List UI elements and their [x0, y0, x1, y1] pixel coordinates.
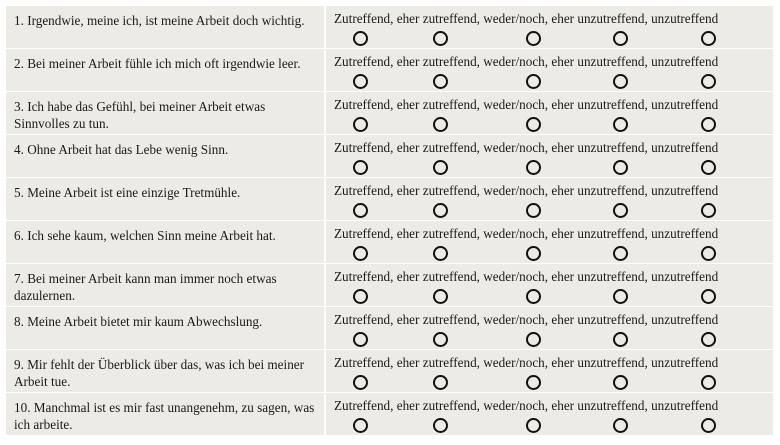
question-row — [6, 178, 773, 221]
radio-weder-noch[interactable] — [526, 74, 541, 89]
radio-zutreffend[interactable] — [353, 117, 368, 132]
radio-group — [326, 70, 773, 90]
radio-zutreffend[interactable] — [353, 74, 368, 89]
question-text: 2. Bei meiner Arbeit fühle ich mich oft irgendwie leer. — [14, 56, 301, 71]
scale-label: Zutreffend, eher zutreffend, weder/noch, eher unzutreffend, unzutreffend — [334, 312, 719, 327]
radio-weder-noch[interactable] — [526, 117, 541, 132]
scale-label: Zutreffend, eher zutreffend, weder/noch, eher unzutreffend, unzutreffend — [334, 269, 719, 284]
answer-cell — [324, 6, 773, 48]
radio-weder-noch[interactable] — [526, 246, 541, 261]
scale-label: Zutreffend, eher zutreffend, weder/noch, eher unzutreffend, unzutreffend — [334, 226, 719, 241]
radio-weder-noch[interactable] — [526, 289, 541, 304]
answer-cell — [324, 92, 773, 134]
radio-eher-unzutreffend[interactable] — [613, 289, 628, 304]
question-text: 1. Irgendwie, meine ich, ist meine Arbeit doch wichtig. — [14, 13, 305, 28]
radio-eher-zutreffend[interactable] — [433, 31, 448, 46]
question-text: 5. Meine Arbeit ist eine einzige Tretmühle. — [14, 185, 241, 200]
radio-group — [326, 371, 773, 391]
radio-group — [326, 285, 773, 305]
question-text: 7. Bei meiner Arbeit kann man immer noch etwas dazulernen. — [14, 271, 277, 303]
scale-label: Zutreffend, eher zutreffend, weder/noch, eher unzutreffend, unzutreffend — [334, 355, 719, 370]
radio-unzutreffend[interactable] — [701, 160, 716, 175]
scale-label: Zutreffend, eher zutreffend, weder/noch, eher unzutreffend, unzutreffend — [334, 398, 719, 413]
radio-eher-zutreffend[interactable] — [433, 160, 448, 175]
scale-label: Zutreffend, eher zutreffend, weder/noch, eher unzutreffend, unzutreffend — [334, 54, 719, 69]
answer-cell — [324, 221, 773, 263]
radio-group — [326, 242, 773, 262]
radio-unzutreffend[interactable] — [701, 203, 716, 218]
scale-label: Zutreffend, eher zutreffend, weder/noch, eher unzutreffend, unzutreffend — [334, 140, 719, 155]
question-text: 9. Mir fehlt der Überblick über das, was ich bei meiner Arbeit tue. — [14, 357, 305, 389]
radio-zutreffend[interactable] — [353, 160, 368, 175]
radio-group — [326, 199, 773, 219]
answer-cell — [324, 393, 773, 435]
answer-cell — [324, 49, 773, 91]
radio-weder-noch[interactable] — [526, 203, 541, 218]
radio-group — [326, 414, 773, 434]
radio-unzutreffend[interactable] — [701, 418, 716, 433]
radio-unzutreffend[interactable] — [701, 74, 716, 89]
radio-eher-zutreffend[interactable] — [433, 375, 448, 390]
radio-group — [326, 328, 773, 348]
radio-eher-unzutreffend[interactable] — [613, 203, 628, 218]
radio-eher-unzutreffend[interactable] — [613, 246, 628, 261]
answer-cell — [324, 178, 773, 220]
radio-unzutreffend[interactable] — [701, 289, 716, 304]
radio-unzutreffend[interactable] — [701, 117, 716, 132]
radio-eher-zutreffend[interactable] — [433, 74, 448, 89]
question-row — [6, 264, 773, 307]
question-text: 8. Meine Arbeit bietet mir kaum Abwechslung. — [14, 314, 263, 329]
scale-label: Zutreffend, eher zutreffend, weder/noch, eher unzutreffend, unzutreffend — [334, 11, 719, 26]
radio-eher-unzutreffend[interactable] — [613, 418, 628, 433]
radio-eher-unzutreffend[interactable] — [613, 117, 628, 132]
radio-zutreffend[interactable] — [353, 332, 368, 347]
radio-eher-zutreffend[interactable] — [433, 418, 448, 433]
radio-eher-zutreffend[interactable] — [433, 246, 448, 261]
question-text: 4. Ohne Arbeit hat das Lebe wenig Sinn. — [14, 142, 229, 157]
radio-zutreffend[interactable] — [353, 203, 368, 218]
question-text: 3. Ich habe das Gefühl, bei meiner Arbeit etwas Sinnvolles zu tun. — [14, 99, 266, 131]
radio-eher-zutreffend[interactable] — [433, 289, 448, 304]
radio-zutreffend[interactable] — [353, 418, 368, 433]
question-row — [6, 221, 773, 264]
question-text: 6. Ich sehe kaum, welchen Sinn meine Arbeit hat. — [14, 228, 276, 243]
radio-group — [326, 156, 773, 176]
radio-weder-noch[interactable] — [526, 332, 541, 347]
radio-unzutreffend[interactable] — [701, 31, 716, 46]
radio-weder-noch[interactable] — [526, 418, 541, 433]
question-row — [6, 135, 773, 178]
radio-eher-unzutreffend[interactable] — [613, 160, 628, 175]
radio-eher-zutreffend[interactable] — [433, 117, 448, 132]
radio-weder-noch[interactable] — [526, 31, 541, 46]
scale-label: Zutreffend, eher zutreffend, weder/noch, eher unzutreffend, unzutreffend — [334, 97, 719, 112]
question-row — [6, 307, 773, 350]
radio-zutreffend[interactable] — [353, 375, 368, 390]
questionnaire — [6, 6, 773, 436]
question-row — [6, 350, 773, 393]
answer-cell — [324, 350, 773, 392]
radio-zutreffend[interactable] — [353, 31, 368, 46]
question-row — [6, 49, 773, 92]
question-row — [6, 6, 773, 49]
answer-cell — [324, 307, 773, 349]
radio-eher-unzutreffend[interactable] — [613, 74, 628, 89]
question-text: 10. Manchmal ist es mir fast unangenehm, zu sagen, was ich arbeite. — [14, 400, 315, 432]
scale-label: Zutreffend, eher zutreffend, weder/noch, eher unzutreffend, unzutreffend — [334, 183, 719, 198]
radio-unzutreffend[interactable] — [701, 332, 716, 347]
radio-eher-zutreffend[interactable] — [433, 203, 448, 218]
radio-zutreffend[interactable] — [353, 246, 368, 261]
radio-zutreffend[interactable] — [353, 289, 368, 304]
radio-unzutreffend[interactable] — [701, 246, 716, 261]
radio-weder-noch[interactable] — [526, 375, 541, 390]
radio-eher-zutreffend[interactable] — [433, 332, 448, 347]
radio-weder-noch[interactable] — [526, 160, 541, 175]
answer-cell — [324, 135, 773, 177]
radio-group — [326, 113, 773, 133]
radio-eher-unzutreffend[interactable] — [613, 332, 628, 347]
question-row — [6, 393, 773, 436]
radio-unzutreffend[interactable] — [701, 375, 716, 390]
question-row — [6, 92, 773, 135]
radio-eher-unzutreffend[interactable] — [613, 375, 628, 390]
radio-group — [326, 27, 773, 47]
answer-cell — [324, 264, 773, 306]
radio-eher-unzutreffend[interactable] — [613, 31, 628, 46]
